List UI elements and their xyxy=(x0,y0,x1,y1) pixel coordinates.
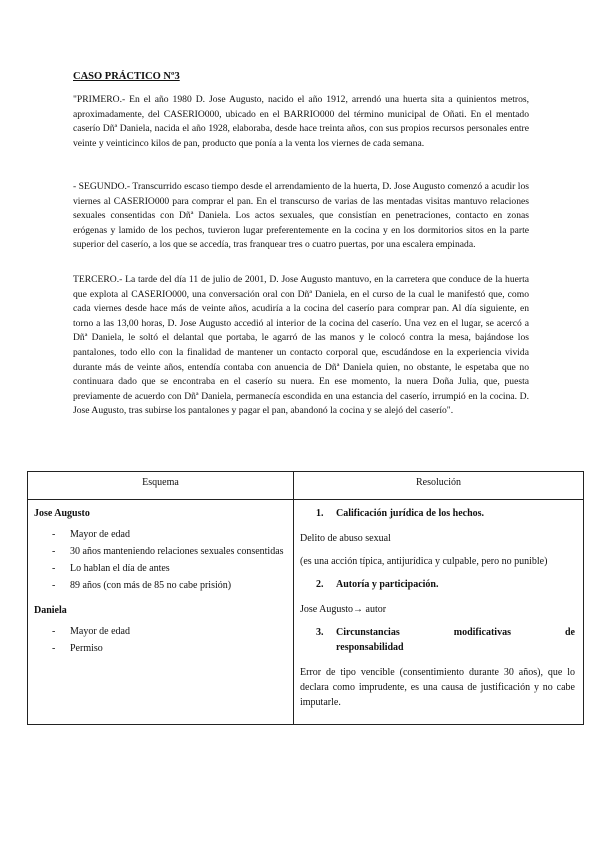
header-resolucion: Resolución xyxy=(294,472,584,500)
list-item: - 30 años manteniendo relaciones sexuales consentidas xyxy=(52,544,287,559)
scheme-table xyxy=(27,471,584,725)
person-name: Jose Augusto xyxy=(34,508,90,519)
section-heading xyxy=(300,625,575,655)
paragraph-primero: "PRIMERO.- En el año 1980 D. Jose Augusto, nacido el año 1912, arrendó una huerta sita a quinientos metros, aproximadamente, del CASERIO000, ubicado en el BARRIO000 del término municipal de Oñati. En el mentado caserío Dñª Daniela, nacida el año 1928, elaboraba, desde hace treinta años, con sus propios recursos personales entre veinte y veinticinco kilos de pan, producto que ponía a la venta los viernes de cada semana. xyxy=(73,94,529,149)
section-title: Circunstancias modificativas de xyxy=(336,627,575,638)
paragraph-tercero: TERCERO.- La tarde del día 11 de julio de 2001, D. Jose Augusto mantuvo, en la carretera que conduce de la huerta que explota al CASERIO000, una conversación oral con Dñª Daniela, en el curso de la cual le manifestó que, como cada viernes desde hace más de veinte años, acudiría a la cocina del caserío para comprar pan. Al día siguiente, en torno a las 13,00 horas, D. Jose Augusto accedió al interior de la cocina del caserío. Una vez en el lugar, se acercó a Dñª Daniela, le soltó el delantal que portaba, le agarró de las manos y le colocó contra la mesa, bajándose los pantalones, todo ello con la finalidad de mantener un contacto corporal que, escudándose en la experiencia vivida durante más de veinte años, entendía contaba con anuencia de Dñª Daniela quien, no obstante, le espetaba que no continuara dado que se encontraba en el caserío su nuera. En ese momento, la nuera Doña Julia, que, puesta previamente de acuerdo con Dñª Daniela, permanecía escondida en una estancia del caserío, irrumpió en la cocina. D. Jose Augusto, tras subirse los pantalones y pagar el pan, abandonó la cocina y se alejó del caserío". xyxy=(73,274,529,417)
scheme-cell xyxy=(28,500,294,725)
section-heading xyxy=(300,506,575,521)
person-name: Daniela xyxy=(34,605,67,616)
table-body-row xyxy=(28,500,584,725)
paragraph-segundo: - SEGUNDO.- Transcurrido escaso tiempo desde el arrendamiento de la huerta, D. Jose Augusto comenzó a acudir los viernes al CASERIO000 para comprar el pan. En el transcurso de varias de las mentadas visitas mantuvo relaciones sexuales consentidas con Dñª Daniela. Los actos sexuales, que consistían en penetraciones, contacto en zonas erógenas y lamido de los pechos, tuvieron lugar preferentemente en la cocina y en los dormitorios sitos en la parte superior del caserío, a los que se accedía, tras franquear tres o cuatro puertas, por una escalera empinada. xyxy=(73,181,529,251)
section-title: Autoría y participación. xyxy=(336,579,439,590)
section-title-continued: responsabilidad xyxy=(336,642,404,653)
section-number: 3. xyxy=(316,627,324,638)
list-item: - Lo hablan el día de antes xyxy=(52,561,287,576)
section-text: Jose Augusto→ autor xyxy=(300,604,387,615)
section-number: 2. xyxy=(316,579,324,590)
case-title: CASO PRÁCTICO Nº3 xyxy=(73,71,180,82)
section-heading xyxy=(300,577,575,592)
person-facts-list xyxy=(34,624,287,656)
list-item: - 89 años (con más de 85 no cabe prisión) xyxy=(52,578,287,593)
section-text: (es una acción típica, antijurídica y culpable, pero no punible) xyxy=(300,556,548,567)
person-facts-list xyxy=(34,527,287,593)
resolution-cell xyxy=(294,500,584,725)
section-text: Error de tipo vencible (consentimiento durante 30 años), que lo declara como imprudente, es una causa de justificación y no cabe imputarle. xyxy=(300,667,575,708)
section-text: Delito de abuso sexual xyxy=(300,533,391,544)
header-esquema: Esquema xyxy=(28,472,294,500)
list-item: - Permiso xyxy=(52,641,287,656)
section-number: 1. xyxy=(316,508,324,519)
section-title: Calificación jurídica de los hechos. xyxy=(336,508,485,519)
list-item: - Mayor de edad xyxy=(52,527,287,542)
list-item: - Mayor de edad xyxy=(52,624,287,639)
table-header-row xyxy=(28,472,584,500)
